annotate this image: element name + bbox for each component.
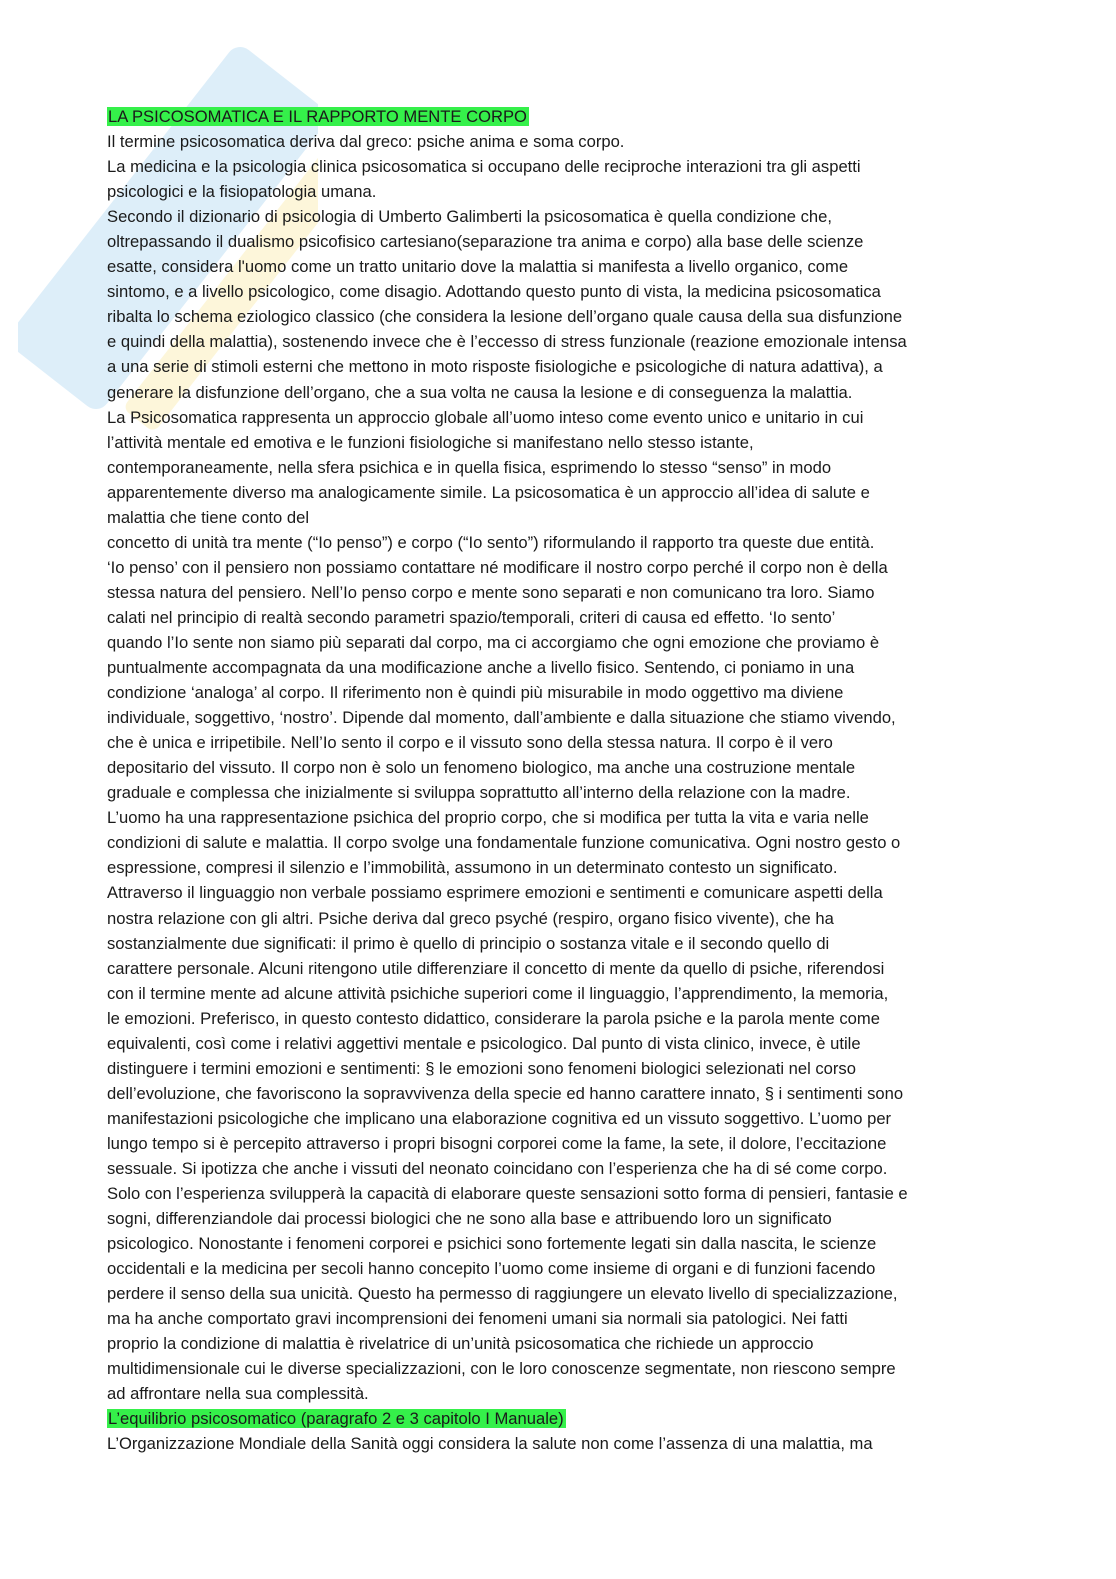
text-line <box>107 1306 1007 1331</box>
line-text: malattia che tiene conto del <box>107 507 310 527</box>
line-text: con il termine mente ad alcune attività psichiche superiori come il linguaggio, l’apprendimento, la memoria, <box>107 983 889 1003</box>
document-page <box>107 104 1007 1457</box>
line-text: sostanzialmente due significati: il primo è quello di principio o sostanza vitale e il secondo quello di <box>107 933 830 953</box>
text-line <box>107 329 1007 354</box>
line-text: quando l’Io sente non siamo più separati dal corpo, ma ci accorgiamo che ogni emozione che proviamo è <box>107 632 880 652</box>
line-text: che è unica e irripetibile. Nell’Io sento il corpo e il vissuto sono della stessa natura. Il corpo è il vero <box>107 733 833 753</box>
text-line <box>107 956 1007 981</box>
line-text: Solo con l’esperienza svilupperà la capacità di elaborare queste sensazioni sotto forma di pensieri, fantasie e <box>107 1184 908 1204</box>
line-text: La medicina e la psicologia clinica psicosomatica si occupano delle reciproche interazioni tra gli aspetti <box>107 157 861 177</box>
line-text: Il termine psicosomatica deriva dal greco: psiche anima e soma corpo. <box>107 132 625 152</box>
line-text: nostra relazione con gli altri. Psiche deriva dal greco psyché (respiro, organo fisico vivente), che ha <box>107 908 834 928</box>
text-line <box>107 1356 1007 1381</box>
text-line <box>107 605 1007 630</box>
section-heading <box>107 104 1007 129</box>
line-text: individuale, soggettivo, ‘nostro’. Dipende dal momento, dall’ambiente e dalla situazione che stiamo vivendo, <box>107 708 896 728</box>
document-body <box>107 104 1007 1457</box>
text-line <box>107 1206 1007 1231</box>
text-line <box>107 1431 1007 1456</box>
line-text: condizioni di salute e malattia. Il corpo svolge una fondamentale funzione comunicativa. Ogni nostro gesto o <box>107 833 901 853</box>
text-line <box>107 354 1007 379</box>
line-text: occidentali e la medicina per secoli hanno concepito l’uomo come insieme di organi e di funzioni facendo <box>107 1259 876 1279</box>
text-line <box>107 154 1007 179</box>
line-text: sintomo, e a livello psicologico, come disagio. Adottando questo punto di vista, la medicina psicosomatica <box>107 282 881 302</box>
line-text: condizione ‘analoga’ al corpo. Il riferimento non è quindi più misurabile in modo oggettivo ma diviene <box>107 683 844 703</box>
line-text: La Psicosomatica rappresenta un approccio globale all’uomo inteso come evento unico e unitario in cui <box>107 407 864 427</box>
text-line <box>107 455 1007 480</box>
text-line <box>107 254 1007 279</box>
line-text: stessa natura del pensiero. Nell’Io penso corpo e mente sono separati e non comunicano tra loro. Siamo <box>107 582 875 602</box>
text-line <box>107 179 1007 204</box>
text-line <box>107 380 1007 405</box>
line-text: oltrepassando il dualismo psicofisico cartesiano(separazione tra anima e corpo) alla base delle scienze <box>107 232 864 252</box>
line-text: a una serie di stimoli esterni che mettono in moto risposte fisiologiche e psicologiche di natura adattiva), a <box>107 357 883 377</box>
line-text: proprio la condizione di malattia è rivelatrice di un’unità psicosomatica che richiede un approccio <box>107 1334 814 1354</box>
text-line <box>107 931 1007 956</box>
line-text: perdere il senso della sua unicità. Questo ha permesso di raggiungere un elevato livello di specializzazione, <box>107 1284 898 1304</box>
line-text: depositario del vissuto. Il corpo non è solo un fenomeno biologico, ma anche una costruzione mentale <box>107 758 856 778</box>
text-line <box>107 405 1007 430</box>
text-line <box>107 755 1007 780</box>
line-text: psicologici e la fisiopatologia umana. <box>107 182 377 202</box>
line-text: ribalta lo schema eziologico classico (che considera la lesione dell’organo quale causa della sua disfunzione <box>107 307 903 327</box>
text-line <box>107 830 1007 855</box>
section-heading <box>107 1406 1007 1431</box>
line-text: e quindi della malattia), sostenendo invece che è l’eccesso di stress funzionale (reazione emozionale intensa <box>107 332 907 352</box>
text-line <box>107 204 1007 229</box>
text-line <box>107 805 1007 830</box>
text-line <box>107 304 1007 329</box>
text-line <box>107 279 1007 304</box>
line-text: ‘Io penso’ con il pensiero non possiamo contattare né modificare il nostro corpo perché il corpo non è della <box>107 557 888 577</box>
text-line <box>107 880 1007 905</box>
text-line <box>107 906 1007 931</box>
text-line <box>107 530 1007 555</box>
line-text: graduale e complessa che inizialmente si sviluppa soprattutto all’interno della relazione con la madre. <box>107 783 851 803</box>
line-text: carattere personale. Alcuni ritengono utile differenziare il concetto di mente da quello di psiche, riferendosi <box>107 958 885 978</box>
line-text: L’Organizzazione Mondiale della Sanità oggi considera la salute non come l’assenza di una malattia, ma <box>107 1434 873 1454</box>
text-line <box>107 129 1007 154</box>
text-line <box>107 229 1007 254</box>
text-line <box>107 655 1007 680</box>
text-line <box>107 505 1007 530</box>
text-line <box>107 1281 1007 1306</box>
line-text: calati nel principio di realtà secondo parametri spazio/temporali, criteri di causa ed effetto. ‘Io sento’ <box>107 607 836 627</box>
text-line <box>107 1056 1007 1081</box>
text-line <box>107 1031 1007 1056</box>
line-text: l’attività mentale ed emotiva e le funzioni fisiologiche si manifestano nello stesso istante, <box>107 432 754 452</box>
text-line <box>107 1256 1007 1281</box>
line-text: apparentemente diverso ma analogicamente simile. La psicosomatica è un approccio all’idea di salute e <box>107 482 870 502</box>
text-line <box>107 1106 1007 1131</box>
line-text: Attraverso il linguaggio non verbale possiamo esprimere emozioni e sentimenti e comunicare aspetti della <box>107 883 883 903</box>
line-text: sogni, differenziandole dai processi biologici che ne sono alla base e attribuendo loro un significato <box>107 1209 832 1229</box>
text-line <box>107 1231 1007 1256</box>
text-line <box>107 630 1007 655</box>
heading-text: L’equilibrio psicosomatico (paragrafo 2 e 3 capitolo I Manuale) <box>108 1409 564 1429</box>
text-line <box>107 1381 1007 1406</box>
heading-text: LA PSICOSOMATICA E IL RAPPORTO MENTE CORPO <box>108 107 527 126</box>
line-text: equivalenti, così come i relativi aggettivi mentale e psicologico. Dal punto di vista clinico, invece, è utile <box>107 1033 861 1053</box>
line-text: generare la disfunzione dell’organo, che a sua volta ne causa la lesione e di conseguenza la malattia. <box>107 382 853 402</box>
line-text: dell’evoluzione, che favoriscono la sopravvivenza della specie ed hanno carattere innato, § i sentimenti sono <box>107 1083 904 1103</box>
text-line <box>107 1081 1007 1106</box>
line-text: L’uomo ha una rappresentazione psichica del proprio corpo, che si modifica per tutta la vita e varia nelle <box>107 808 869 828</box>
text-line <box>107 780 1007 805</box>
text-line <box>107 705 1007 730</box>
line-text: ad affrontare nella sua complessità. <box>107 1384 369 1404</box>
line-text: concetto di unità tra mente (“Io penso”) e corpo (“Io sento”) riformulando il rapporto tra queste due entità. <box>107 532 875 552</box>
line-text: psicologico. Nonostante i fenomeni corporei e psichici sono fortemente legati sin dalla nascita, le scienze <box>107 1234 877 1254</box>
line-text: espressione, compresi il silenzio e l’immobilità, assumono in un determinato contesto un significato. <box>107 858 838 878</box>
text-line <box>107 1006 1007 1031</box>
text-line <box>107 1331 1007 1356</box>
line-text: lungo tempo si è percepito attraverso i propri bisogni corporei come la fame, la sete, il dolore, l’eccitazione <box>107 1133 887 1153</box>
line-text: manifestazioni psicologiche che implicano una elaborazione cognitiva ed un vissuto soggettivo. L’uomo per <box>107 1108 892 1128</box>
text-line <box>107 981 1007 1006</box>
line-text: le emozioni. Preferisco, in questo contesto didattico, considerare la parola psiche e la parola mente come <box>107 1008 880 1028</box>
text-line <box>107 555 1007 580</box>
text-line <box>107 430 1007 455</box>
line-text: contemporaneamente, nella sfera psichica e in quella fisica, esprimendo lo stesso “senso” in modo <box>107 457 832 477</box>
text-line <box>107 580 1007 605</box>
line-text: esatte, considera l'uomo come un tratto unitario dove la malattia si manifesta a livello organico, come <box>107 257 849 277</box>
text-line <box>107 1131 1007 1156</box>
text-line <box>107 480 1007 505</box>
line-text: multidimensionale cui le diverse specializzazioni, con le loro conoscenze segmentate, non riescono sempre <box>107 1359 896 1379</box>
text-line <box>107 855 1007 880</box>
line-text: distinguere i termini emozioni e sentimenti: § le emozioni sono fenomeni biologici selezionati nel corso <box>107 1058 856 1078</box>
text-line <box>107 730 1007 755</box>
text-line <box>107 680 1007 705</box>
text-line <box>107 1156 1007 1181</box>
line-text: puntualmente accompagnata da una modificazione anche a livello fisico. Sentendo, ci poniamo in una <box>107 658 855 678</box>
text-line <box>107 1181 1007 1206</box>
line-text: sessuale. Si ipotizza che anche i vissuti del neonato coincidano con l’esperienza che ha di sé come corpo. <box>107 1158 888 1178</box>
line-text: ma ha anche comportato gravi incomprensioni dei fenomeni umani sia normali sia patologici. Nei fatti <box>107 1309 848 1329</box>
line-text: Secondo il dizionario di psicologia di Umberto Galimberti la psicosomatica è quella condizione che, <box>107 207 832 227</box>
